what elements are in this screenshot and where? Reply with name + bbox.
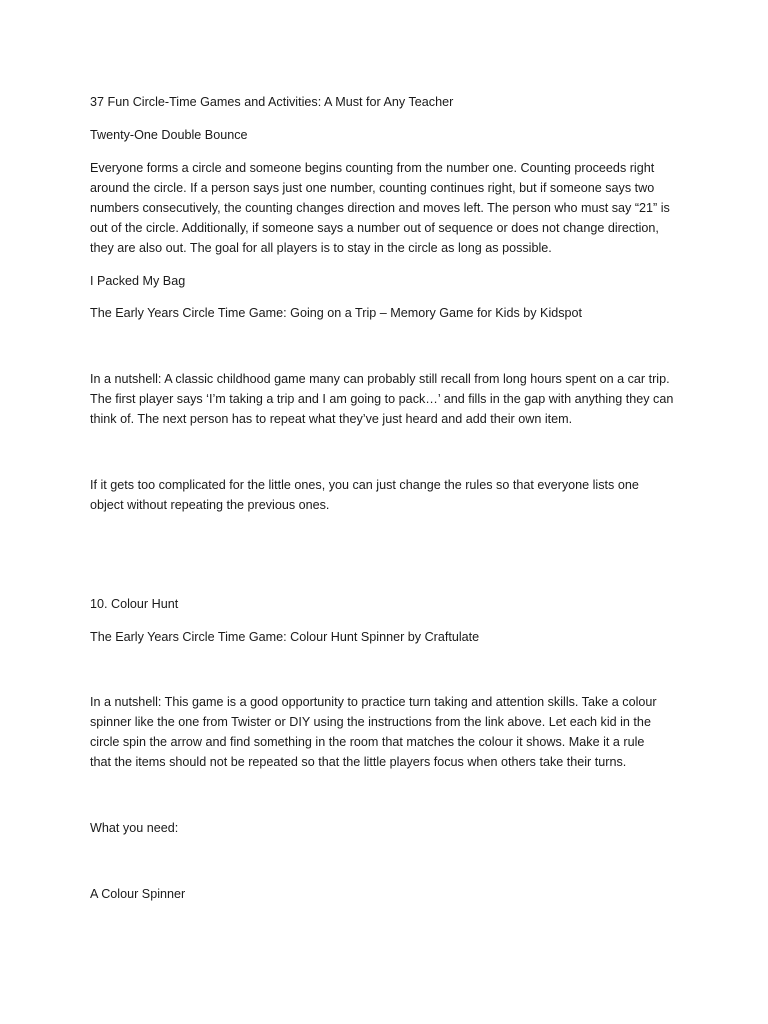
section-subheading-packed-bag: The Early Years Circle Time Game: Going on a Trip – Memory Game for Kids by Kidspot <box>90 306 583 320</box>
body-line: numbers consecutively, the counting changes direction and moves left. The person who must say “21” is <box>90 201 670 215</box>
section-body-colour-hunt <box>90 692 690 772</box>
body-line: In a nutshell: A classic childhood game many can probably still recall from long hours spent on a car trip. <box>90 372 670 386</box>
document-title: 37 Fun Circle-Time Games and Activities: A Must for Any Teacher <box>90 95 454 109</box>
body-line: object without repeating the previous ones. <box>90 498 330 512</box>
what-you-need-label: What you need: <box>90 821 179 835</box>
section-body-twenty-one <box>90 158 690 258</box>
section-body-packed-bag <box>90 369 690 429</box>
section-note-packed-bag <box>90 475 690 515</box>
body-line: If it gets too complicated for the little ones, you can just change the rules so that everyone lists one <box>90 478 639 492</box>
body-line: think of. The next person has to repeat what they’ve just heard and add their own item. <box>90 412 573 426</box>
body-line: circle spin the arrow and find something in the room that matches the colour it shows. Make it a rule <box>90 735 645 749</box>
need-item-colour-spinner: A Colour Spinner <box>90 887 186 901</box>
section-subheading-colour-hunt: The Early Years Circle Time Game: Colour Hunt Spinner by Craftulate <box>90 630 480 644</box>
body-line: The first player says ‘I’m taking a trip and I am going to pack…’ and fills in the gap with anything they can <box>90 392 674 406</box>
section-heading-twenty-one: Twenty-One Double Bounce <box>90 128 248 142</box>
body-line: In a nutshell: This game is a good opportunity to practice turn taking and attention skills. Take a colour <box>90 695 657 709</box>
section-heading-packed-bag: I Packed My Bag <box>90 274 186 288</box>
body-line: out of the circle. Additionally, if someone says a number out of sequence or does not change direction, <box>90 221 659 235</box>
section-heading-colour-hunt: 10. Colour Hunt <box>90 597 179 611</box>
body-line: that the items should not be repeated so that the little players focus when others take their turns. <box>90 755 627 769</box>
body-line: spinner like the one from Twister or DIY using the instructions from the link above. Let each kid in the <box>90 715 651 729</box>
body-line: they are also out. The goal for all players is to stay in the circle as long as possible. <box>90 241 552 255</box>
body-line: around the circle. If a person says just one number, counting continues right, but if someone says two <box>90 181 655 195</box>
body-line: Everyone forms a circle and someone begins counting from the number one. Counting proceeds right <box>90 161 655 175</box>
